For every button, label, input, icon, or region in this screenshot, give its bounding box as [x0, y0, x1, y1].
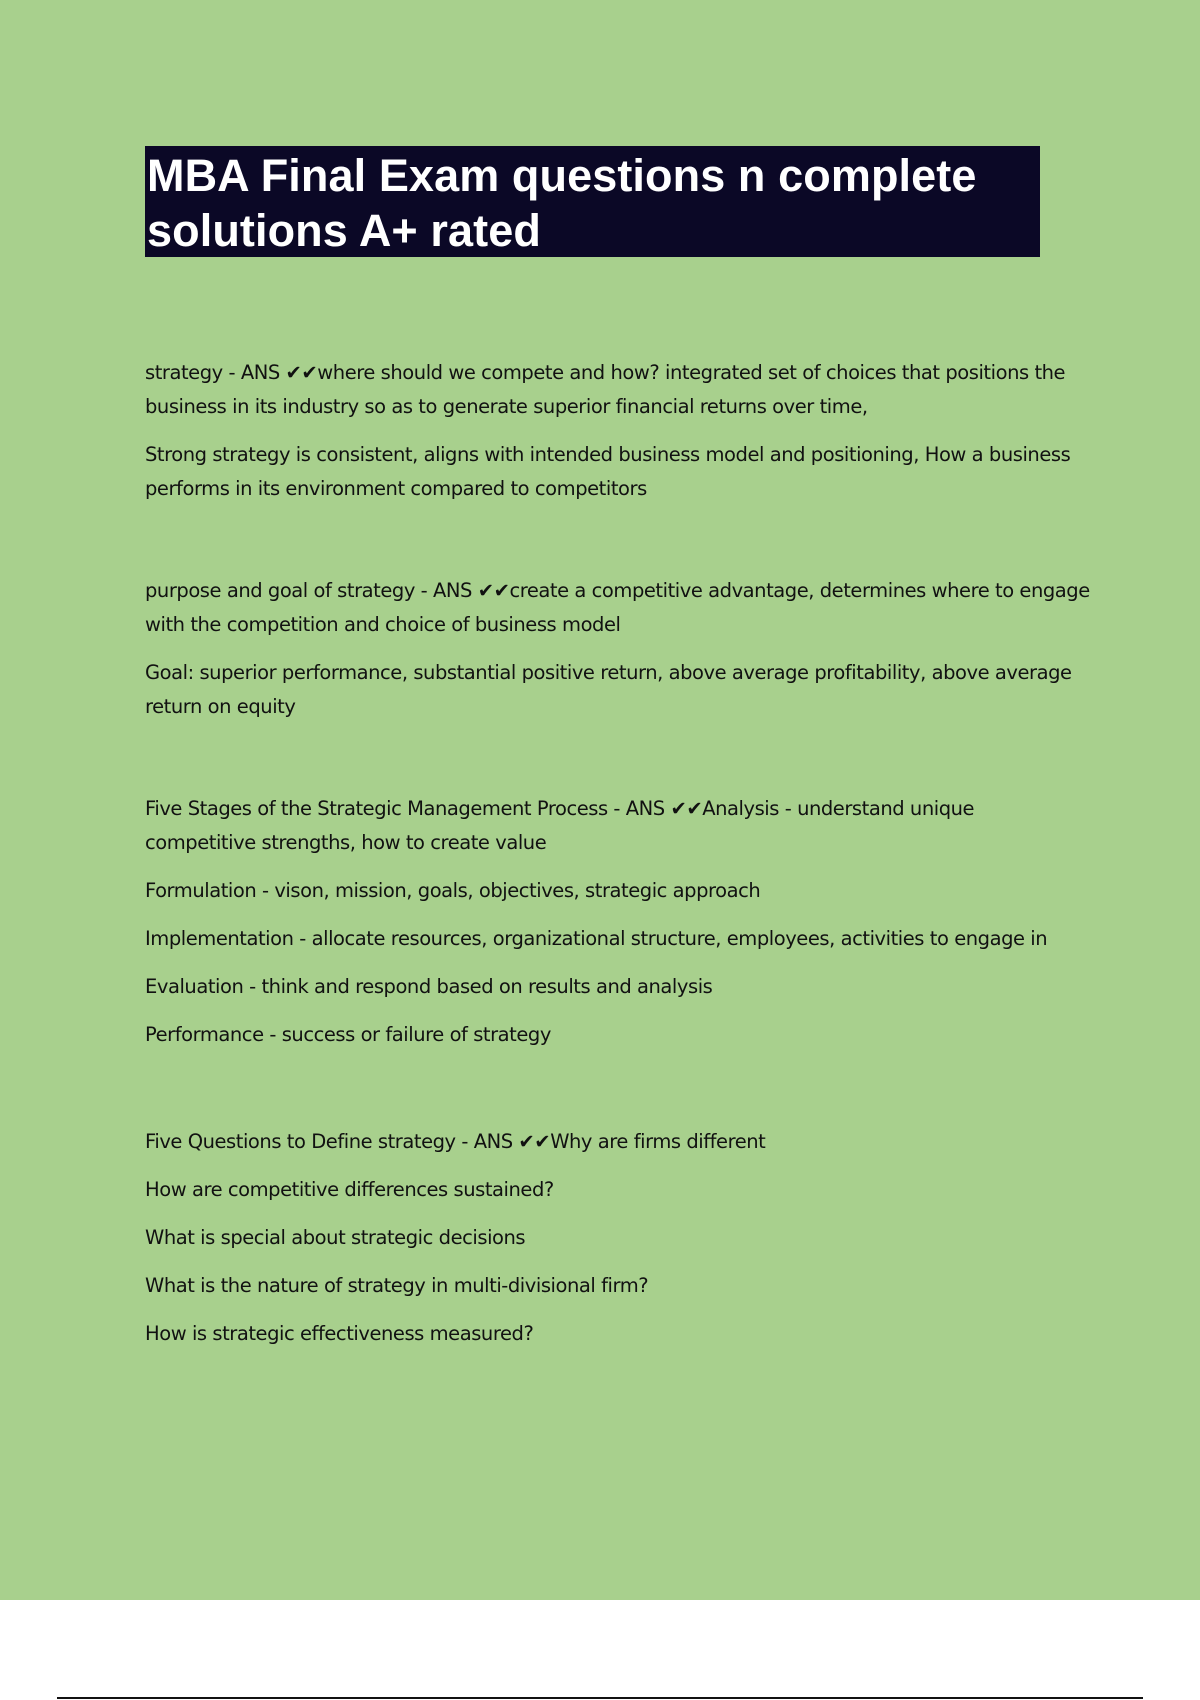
entry-paragraph: Formulation - vison, mission, goals, objectives, strategic approach: [145, 879, 761, 902]
entry-paragraph: Five Stages of the Strategic Management Process - ANS ✔✔Analysis - understand unique competitive strengths, how to create value: [145, 797, 975, 854]
entry-paragraph: Strong strategy is consistent, aligns with intended business model and positioning, How a business performs in its environment compared to competitors: [145, 443, 1071, 500]
entry-paragraph: How are competitive differences sustained?: [145, 1178, 554, 1201]
entry-paragraph: How is strategic effectiveness measured?: [145, 1322, 534, 1345]
entry-paragraph: What is special about strategic decisions: [145, 1226, 526, 1249]
entry-paragraph: Implementation - allocate resources, organizational structure, employees, activities to engage in: [145, 927, 1048, 950]
entry-paragraph: What is the nature of strategy in multi-divisional firm?: [145, 1274, 649, 1297]
qa-entry-strategy: [145, 356, 1090, 506]
entry-paragraph: purpose and goal of strategy - ANS ✔✔create a competitive advantage, determines where to engage with the competition and choice of business model: [145, 579, 1090, 636]
entry-paragraph: Evaluation - think and respond based on results and analysis: [145, 975, 713, 998]
entry-paragraph: Performance - success or failure of strategy: [145, 1023, 551, 1046]
qa-entry-purpose-and-goal: [145, 574, 1090, 724]
entry-paragraph: Goal: superior performance, substantial positive return, above average profitability, above average return on equity: [145, 661, 1072, 718]
footer-divider: [57, 1697, 1143, 1699]
title-banner: [145, 146, 1040, 257]
document-title: MBA Final Exam questions n complete solutions A+ rated: [147, 150, 977, 256]
entry-paragraph: strategy - ANS ✔✔where should we compete and how? integrated set of choices that positions the business in its industry so as to generate superior financial returns over time,: [145, 361, 1066, 418]
entry-paragraph: Five Questions to Define strategy - ANS ✔✔Why are firms different: [145, 1130, 766, 1153]
qa-entry-five-stages: [145, 792, 1090, 1052]
qa-entry-five-questions: [145, 1125, 1090, 1351]
